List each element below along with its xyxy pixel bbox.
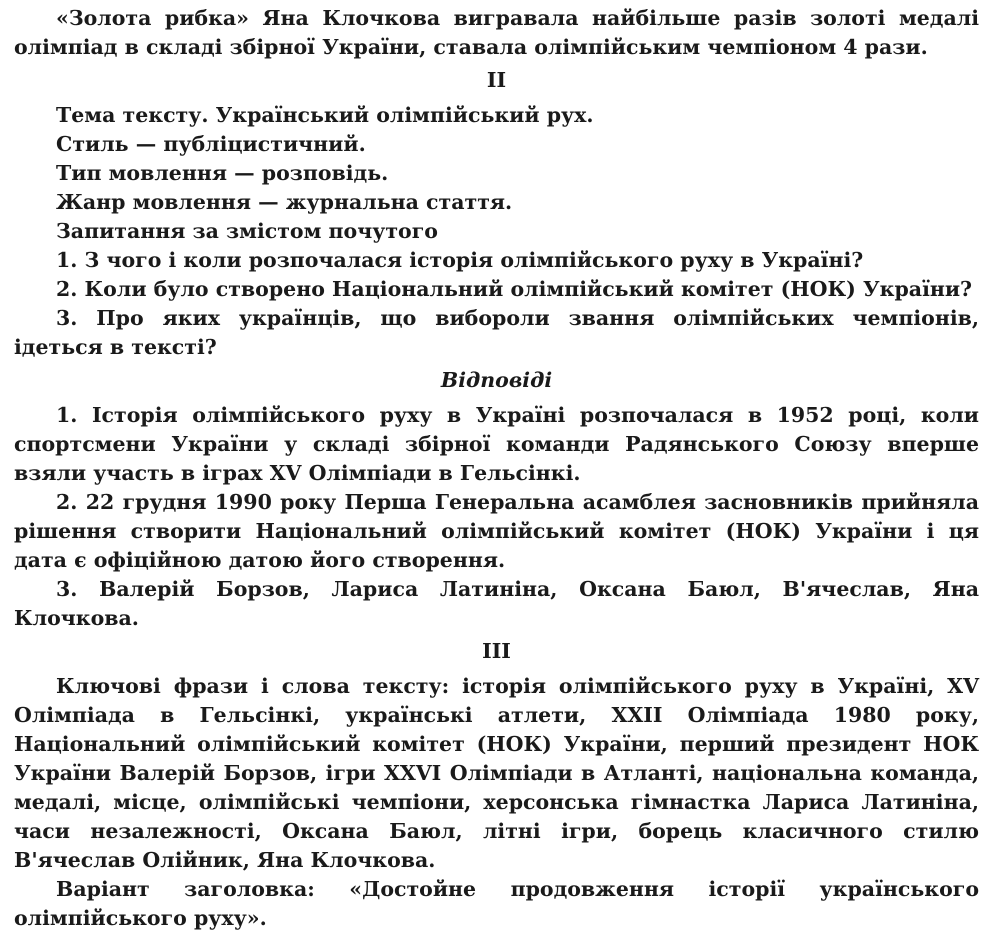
intro-paragraph: «Золота рибка» Яна Клочкова вигравала найбільше разів золоті медалі олімпіад в складі збірної України, ставала олімпійським чемпіоном 4 рази. [14, 6, 979, 59]
genre-line: Жанр мовлення — журнальна стаття. [56, 190, 513, 214]
theme-line: Тема тексту. Український олімпійський рух. [56, 103, 594, 127]
speech-type-line: Тип мовлення — розповідь. [56, 161, 389, 185]
question-item: 1. З чого і коли розпочалася історія олімпійського руху в Україні? [56, 248, 864, 272]
question-item: 3. Про яких українців, що вибороли звання олімпійських чемпіонів, ідеться в тексті? [14, 306, 979, 359]
answer-item: 3. Валерій Борзов, Лариса Латиніна, Оксана Баюл, В'ячеслав, Яна Клочкова. [14, 577, 979, 630]
section-heading-3: III [482, 639, 511, 663]
answers-title: Відповіді [440, 368, 553, 392]
answer-item: 1. Історія олімпійського руху в Україні розпочалася в 1952 році, коли спортсмени України у складі збірної команди Радянського Союзу вперше взяли участь в іграх XV Олімпіади в Гельсінкі. [14, 403, 979, 485]
style-line: Стиль — публіцистичний. [56, 132, 366, 156]
answer-item: 2. 22 грудня 1990 року Перша Генеральна асамблея засновників прийняла рішення створити Національний олімпійський комітет (НОК) України і ця дата є офіційною датою його створення. [14, 490, 979, 572]
question-item: 2. Коли було створено Національний олімпійський комітет (НОК) України? [56, 277, 973, 301]
section-heading-2: II [486, 68, 507, 92]
key-phrases-paragraph: Ключові фрази і слова тексту: історія олімпійського руху в Україні, XV Олімпіада в Гельсінкі, українські атлети, XXII Олімпіада 1980 року, Національний олімпійський комітет (НОК) України, перший президент НОК України Валерій Борзов, ігри XXVI Олімпіади в Атланті, національна команда, медалі, місце, олімпійські чемпіони, херсонська гімнастка Лариса Латиніна, часи незалежності, Оксана Баюл, літні ігри, борець класичного стилю В'ячеслав Олійник, Яна Клочкова. [14, 674, 979, 872]
title-variant-paragraph: Варіант заголовка: «Достойне продовження історії українського олімпійського руху». [14, 877, 979, 930]
questions-title: Запитання за змістом почутого [56, 219, 438, 243]
